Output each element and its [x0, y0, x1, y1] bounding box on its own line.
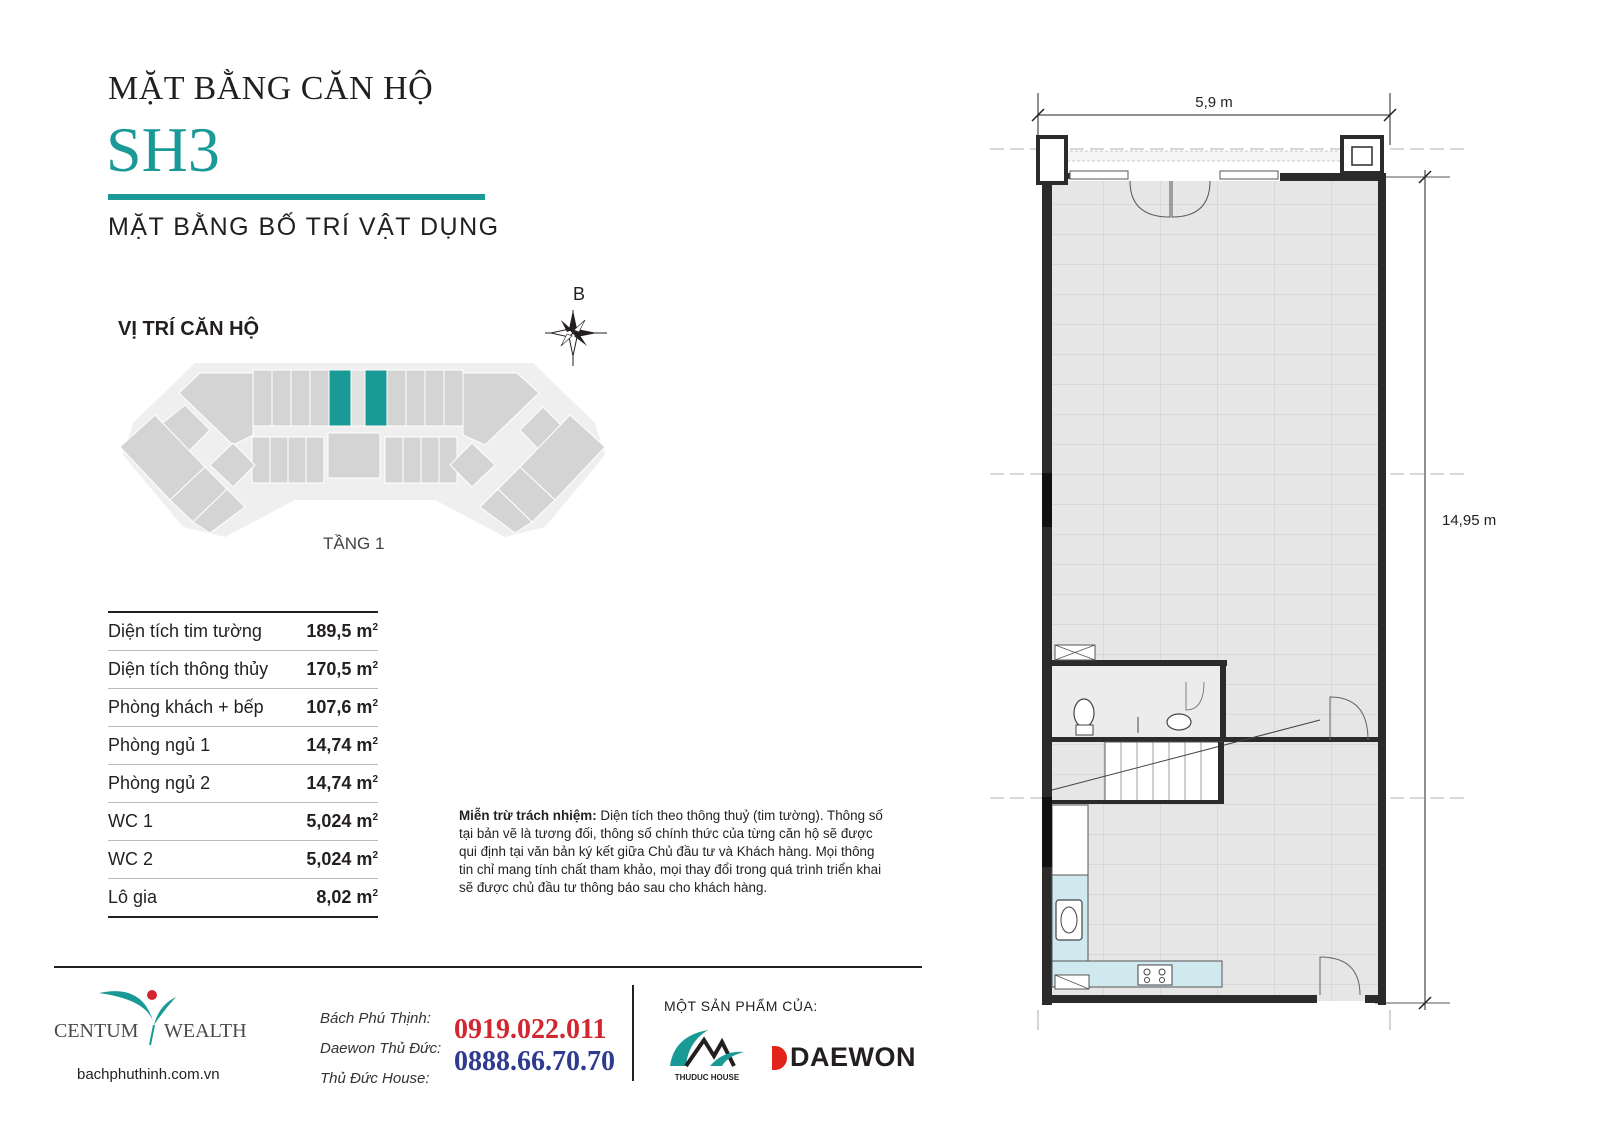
thuduc-logo-text: THUDUC HOUSE	[674, 1073, 740, 1082]
location-title: VỊ TRÍ CĂN HỘ	[118, 318, 260, 340]
thuduc-house-logo	[664, 1022, 750, 1084]
area-label: Lô gia	[108, 887, 158, 907]
area-unit-exponent: 2	[372, 774, 378, 785]
area-unit-exponent: 2	[372, 812, 378, 823]
area-value-number: 8,02 m	[316, 887, 373, 907]
area-value-number: 189,5 m	[306, 621, 373, 641]
page-title: MẶT BẰNG CĂN HỘ	[108, 70, 434, 107]
area-row	[108, 765, 378, 803]
highlighted-unit	[365, 370, 387, 426]
area-row	[108, 803, 378, 841]
area-label: Phòng khách + bếp	[108, 689, 295, 727]
area-row	[108, 727, 378, 765]
highlighted-unit	[329, 370, 351, 426]
area-label: WC 2	[108, 841, 295, 879]
area-row	[108, 651, 378, 689]
area-value-number: 14,74 m	[306, 735, 373, 755]
area-value	[295, 612, 378, 651]
footer-vertical-divider	[632, 985, 634, 1081]
daewon-logo-text: DAEWON	[790, 1042, 916, 1072]
area-label: WC 1	[108, 803, 295, 841]
area-unit-exponent: 2	[372, 888, 378, 899]
compass-label: B	[573, 286, 586, 304]
footer-divider	[54, 966, 922, 968]
area-value-number: 14,74 m	[306, 773, 373, 793]
floor-plan	[990, 85, 1550, 1050]
title-underline	[108, 194, 485, 200]
area-value	[295, 651, 378, 689]
contact-phone[interactable]: 0888.66.70.70	[454, 1046, 615, 1077]
logo-text-left: CENTUM	[54, 1020, 139, 1042]
area-value	[295, 879, 378, 918]
area-table	[108, 611, 378, 918]
area-row	[108, 841, 378, 879]
disclaimer-heading: Miễn trừ trách nhiệm:	[459, 808, 597, 823]
area-unit-exponent: 2	[372, 660, 378, 671]
area-value	[295, 689, 378, 727]
area-unit-exponent: 2	[372, 698, 378, 709]
area-value	[295, 765, 378, 803]
area-unit-exponent: 2	[372, 622, 378, 633]
area-value	[295, 727, 378, 765]
product-of-label: MỘT SẢN PHẨM CỦA:	[664, 998, 818, 1014]
area-row	[108, 612, 378, 651]
area-unit-exponent: 2	[372, 850, 378, 861]
area-label: Diện tích tim tường	[108, 612, 295, 651]
disclaimer-text: Diện tích theo thông thuỷ (tim tường). Thông số tại bản vẽ là tương đối, thông số chính thức của từng căn hộ sẽ được qui định tại văn bản ký kết giữa Chủ đầu tư và Khách hàng. Mọi thông tin chỉ mang tính chất tham khảo, mọi thay đổi trong quá trình triển khai sẽ được chủ đầu tư thông báo sau cho khách hàng.	[459, 808, 883, 895]
unit-code: SH3	[106, 114, 220, 185]
page-subtitle: MẶT BẰNG BỐ TRÍ VẬT DỤNG	[108, 213, 500, 241]
area-unit-exponent: 2	[372, 736, 378, 747]
contact-label: Thủ Đức House:	[320, 1070, 430, 1087]
centum-wealth-logo	[54, 985, 254, 1055]
area-value-number: 5,024 m	[306, 811, 373, 831]
area-value-number: 170,5 m	[306, 659, 373, 679]
logo-text-right: WEALTH	[164, 1020, 247, 1042]
area-value	[295, 803, 378, 841]
daewon-logo	[772, 1042, 916, 1073]
floor-label: TẦNG 1	[323, 534, 385, 553]
width-dimension: 5,9 m	[1195, 94, 1233, 111]
site-plan	[115, 355, 610, 545]
area-value-number: 5,024 m	[306, 849, 373, 869]
area-label: Phòng ngủ 1	[108, 727, 295, 765]
area-label: Phòng ngủ 2	[108, 765, 295, 803]
area-label: Diện tích thông thủy	[108, 651, 295, 689]
contact-label: Bách Phú Thịnh:	[320, 1010, 431, 1027]
area-row	[108, 879, 378, 918]
area-row	[108, 689, 378, 727]
disclaimer	[459, 807, 889, 897]
length-dimension: 14,95 m	[1442, 512, 1497, 529]
contact-phone[interactable]: 0919.022.011	[454, 1014, 607, 1045]
area-value	[295, 841, 378, 879]
daewon-mark-icon	[772, 1046, 787, 1070]
website-link[interactable]: bachphuthinh.com.vn	[77, 1066, 220, 1083]
contact-label: Daewon Thủ Đức:	[320, 1040, 442, 1057]
area-value-number: 107,6 m	[306, 697, 373, 717]
